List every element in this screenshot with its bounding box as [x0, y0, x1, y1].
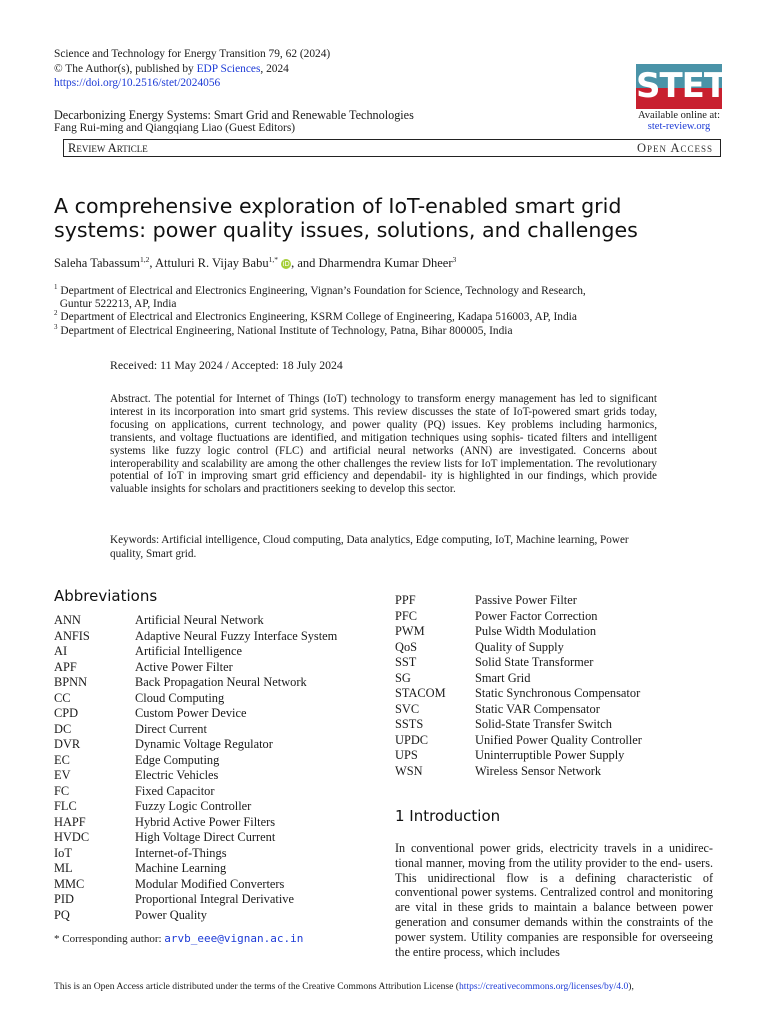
keywords: Keywords: Artificial intelligence, Cloud computing, Data analytics, Edge computing, IoT, Machine learning, Power quality, Smart grid.	[110, 534, 629, 560]
special-issue: Decarbonizing Energy Systems: Smart Grid and Renewable Technologies	[54, 108, 414, 122]
abbreviation-term: SSTS	[395, 717, 424, 731]
publisher-link[interactable]: EDP Sciences	[196, 62, 261, 75]
abbreviation-term: BPNN	[54, 675, 88, 689]
abbreviation-term: EC	[54, 752, 70, 767]
abbreviation-definition: Hybrid Active Power Filters	[135, 814, 276, 829]
abbreviation-term: STACOM	[395, 686, 446, 700]
abbreviation-term: UPDC	[395, 732, 429, 747]
abbreviation-definition: Active Power Filter	[135, 659, 233, 674]
abbreviation-definition: Dynamic Voltage Regulator	[135, 737, 273, 751]
abbreviations-heading: Abbreviations	[54, 587, 158, 605]
abbreviation-definition: Artificial Intelligence	[135, 644, 242, 658]
abbreviation-definition: Passive Power Filter	[475, 593, 577, 607]
abbreviation-term: DVR	[54, 737, 81, 751]
abbreviation-definition: Cloud Computing	[135, 690, 225, 705]
abbreviation-definition: Unified Power Quality Controller	[475, 732, 642, 747]
corresponding-author-note: * Corresponding author: arvb_eee@vignan.ac.in	[54, 932, 304, 945]
abbreviation-term: PFC	[395, 608, 418, 623]
open-access-label: Open Access	[636, 141, 713, 155]
author-list: Saleha Tabassum$^{1,2}$, Attuluri R. Vijay Babu$^{1,*}$ iD, and Dharmendra Kumar Dheer$^3$	[54, 255, 457, 271]
available-online: Available online at: stet-review.org	[637, 110, 721, 132]
affiliation-1: $^1$ Department of Electrical and Electronics Engineering, Vignan’s Foundation for Science, Technology and Research, Guntur 522213, AP, India	[54, 283, 586, 310]
abbreviation-definition: Proportional Integral Derivative	[135, 892, 294, 906]
abbreviation-term: PWM	[395, 624, 425, 638]
copyright-line: © The Author(s), published by EDP Sciences, 2024	[54, 62, 289, 75]
abbreviation-definition: Direct Current	[135, 721, 207, 736]
journal-citation	[54, 47, 330, 91]
abbreviation-definition: Artificial Neural Network	[135, 613, 264, 627]
abbreviation-definition: Power Factor Correction	[475, 608, 598, 623]
abbreviation-term: UPS	[395, 748, 418, 762]
abbreviation-definition: Wireless Sensor Network	[475, 763, 602, 778]
abbreviation-term: QoS	[395, 639, 418, 654]
abbreviation-definition: Solid-State Transfer Switch	[475, 717, 612, 731]
author-3: Dharmendra Kumar Dheer	[318, 256, 453, 271]
abbreviation-term: PQ	[54, 907, 70, 922]
abbreviation-term: DC	[54, 721, 72, 736]
affiliation-2: $^2$ Department of Electrical and Electronics Engineering, KSRM College of Engineering, Kadapa 516003, AP, India	[54, 309, 577, 323]
abstract: Abstract. The potential for Internet of Things (IoT) technology to transform energy management has led to significant interest in its incorporation into smart grid systems. This review discusses the state of IoT-powered smart grids today, focusing on applications, current technology, and power quality (PQ) issues. Key problems including harmonics, transients, and voltage fluctuations are identified, and mitigation techniques using sophis- ticated filters and intelligent systems like fuzzy logic control (FLC) and artificial neural networks (ANN) are investigated. Concerns about interoperability and scalability are among the other challenges the review lists for IoT implementation. The revolutionary potential of IoT in improving smart grid efficiency and dependabil- ity is highlighted in our findings, which provide valuable insights for scholars and practitioners seeking to develop this sector.	[110, 393, 657, 496]
abbreviation-term: AI	[54, 644, 68, 658]
journal-logo[interactable]	[636, 64, 727, 109]
abbreviation-term: WSN	[395, 763, 423, 778]
abbreviation-term: HVDC	[54, 830, 90, 844]
abbreviation-term: PPF	[395, 593, 416, 607]
abbreviation-definition: Pulse Width Modulation	[475, 624, 597, 638]
abbreviation-term: IoT	[54, 845, 72, 860]
abbreviation-definition: Back Propagation Neural Network	[135, 675, 307, 689]
journal-site-link[interactable]: stet-review.org	[647, 121, 711, 132]
author-1: Saleha Tabassum	[54, 256, 141, 271]
abbreviation-definition: Edge Computing	[135, 752, 220, 767]
abbreviation-definition: Static VAR Compensator	[475, 701, 600, 716]
abbreviation-term: APF	[54, 659, 77, 674]
introduction-heading: 1 Introduction	[395, 807, 501, 825]
article-type: Review Article	[68, 141, 148, 155]
abbreviation-term: SG	[395, 670, 411, 685]
orcid-icon[interactable]: iD	[282, 260, 290, 269]
article-type-bar	[63, 139, 721, 157]
abbreviation-term: SST	[395, 655, 417, 669]
abbreviation-term: FLC	[54, 799, 77, 813]
abbreviation-term: PID	[54, 892, 74, 906]
logo-text: STET	[636, 66, 727, 106]
abbreviation-definition: High Voltage Direct Current	[135, 830, 276, 844]
corresponding-email-link[interactable]: arvb_eee@vignan.ac.in	[164, 932, 304, 945]
abbreviation-definition: Adaptive Neural Fuzzy Interface System	[135, 628, 338, 643]
abbreviation-term: MMC	[54, 876, 85, 891]
abbreviation-definition: Uninterruptible Power Supply	[475, 748, 625, 762]
abbreviation-definition: Custom Power Device	[135, 706, 247, 720]
abbreviation-term: ANN	[54, 613, 81, 627]
abbreviation-term: SVC	[395, 701, 420, 716]
abbreviation-definition: Power Quality	[135, 907, 207, 922]
affiliation-3: $^3$ Department of Electrical Engineering, National Institute of Technology, Patna, Bihar 800005, India	[54, 323, 513, 337]
abbreviation-definition: Internet-of-Things	[135, 845, 227, 860]
abbreviation-definition: Solid State Transformer	[475, 655, 594, 669]
author-2: Attuluri R. Vijay Babu	[154, 256, 269, 271]
abbreviation-definition: Static Synchronous Compensator	[475, 686, 641, 700]
paper-title: A comprehensive exploration of IoT-enabled smart grid systems: power quality issues, solutions, and challenges	[54, 194, 638, 242]
abbreviation-definition: Machine Learning	[135, 861, 227, 875]
license-link[interactable]: https://creativecommons.org/licenses/by/4.0	[458, 981, 629, 992]
received-dates: Received: 11 May 2024 / Accepted: 18 July 2024	[110, 358, 343, 372]
abbreviation-definition: Electric Vehicles	[135, 768, 219, 782]
introduction-text: In conventional power grids, electricity travels in a unidirec- tional manner, moving from the utility provider to the end- users. This unidirectional flow is a defining characteristic of conventional power systems. Centralized control and monitoring are vital in these grids to maintain a balance between power generation and consumer demands within the constraints of the power system. Utility companies are responsible for overseeing the entire process, which includes	[395, 841, 713, 959]
abbreviation-term: CC	[54, 690, 71, 705]
license-note: This is an Open Access article distributed under the terms of the Creative Commons Attribution License (https://creativecommons.org/licenses/by/4.0),	[54, 981, 634, 992]
journal-line: Science and Technology for Energy Transition 79, 62 (2024)	[54, 48, 331, 60]
abbreviation-definition: Quality of Supply	[475, 639, 564, 654]
abbreviation-definition: Modular Modified Converters	[135, 876, 285, 891]
guest-editors: Fang Rui-ming and Qiangqiang Liao (Guest Editors)	[54, 122, 296, 134]
abbreviation-term: ML	[54, 861, 73, 875]
abbreviation-definition: Fuzzy Logic Controller	[135, 799, 252, 813]
abbreviation-term: ANFIS	[54, 628, 90, 643]
abbreviation-term: HAPF	[54, 814, 86, 829]
abbreviation-definition: Fixed Capacitor	[135, 783, 215, 798]
abbreviation-term: CPD	[54, 706, 79, 720]
abbreviation-definition: Smart Grid	[475, 670, 531, 685]
doi-link[interactable]: https://doi.org/10.2516/stet/2024056	[54, 77, 221, 90]
abbreviation-term: FC	[54, 783, 70, 798]
abbreviation-term: EV	[54, 768, 71, 782]
